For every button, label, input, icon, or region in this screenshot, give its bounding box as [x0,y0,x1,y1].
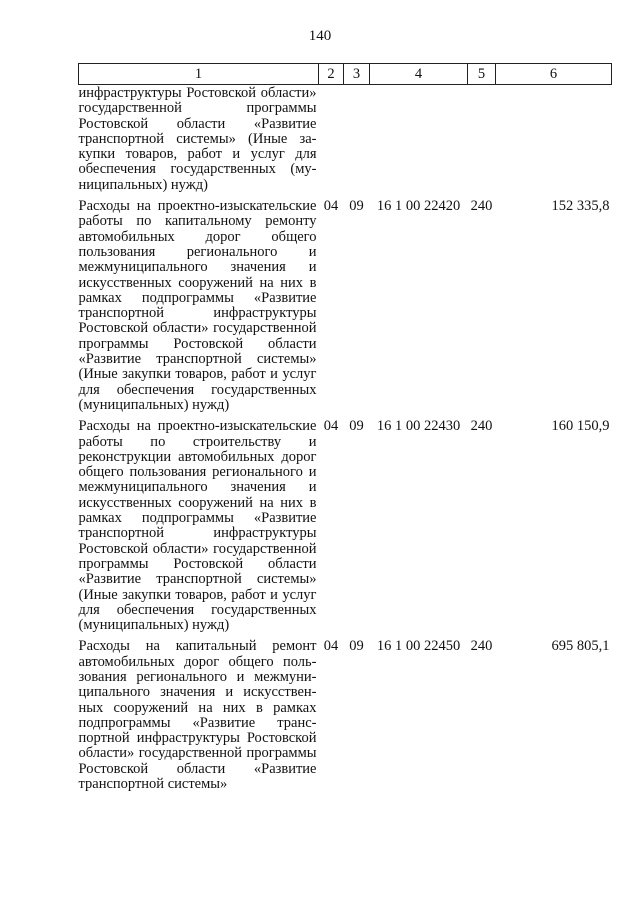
amount: 695 805,1 [551,638,610,655]
expense-description: Расходы на проектно-изыскательские работы по капитальному ремонту автомобильных дорог общего пользования регионального и межмуниципального значения и искусственных сооружений на них в рамках подпрограммы «Развитие транспортной инфраструктуры Ростовской области» государственной программы Ростовской области «Развитие транспортной системы» (Иные закупки товаров, работ и услуг для обеспечения государственных (муниципальных) нужд) [78,198,317,413]
expense-type-code: 240 [470,198,493,215]
table-body [79,85,612,799]
expense-type-code [468,85,496,200]
section-code: 04 [323,418,339,435]
column-header-4: 4 [370,64,468,85]
amount: 152 335,8 [551,198,610,215]
page-number: 140 [308,28,332,44]
target-article-code: 16 1 00 22450 [376,638,461,655]
amount: 160 150,9 [551,418,610,435]
subsection-code: 09 [349,198,364,215]
table-row [79,419,612,639]
target-article-code: 16 1 00 22430 [376,418,461,435]
expense-type-code: 240 [470,418,493,435]
expense-description: инфраструктуры Ростовской области» государственной программы Ростовской области «Развитие транспортной системы» (Иные закупки товаров, работ и услуг для обеспечения государственных (муниципальных) нужд) [78,85,317,193]
section-code: 04 [323,638,339,655]
expense-description: Расходы на проектно-изыскательские работы по строительству и реконструкции автомобильных дорог общего пользования регионального и межмуниципального значения и искусственных сооружений на них в рамках подпрограммы «Развитие транспортной инфраструктуры Ростовской области» государственной программы Ростовской области «Развитие транспортной системы» (Иные закупки товаров, работ и услуг для обеспечения государственных (муниципальных) нужд) [78,418,317,634]
subsection-code: 09 [349,638,364,655]
table-header [79,64,612,85]
column-header-3: 3 [344,64,370,85]
table-row [79,85,612,200]
section-code [319,85,344,200]
target-article-code: 16 1 00 22420 [376,198,461,215]
column-header-5: 5 [468,64,496,85]
subsection-code [344,85,370,200]
budget-table-container [78,63,611,798]
column-header-6: 6 [496,64,612,85]
subsection-code: 09 [349,418,364,435]
expense-type-code: 240 [470,638,493,655]
column-header-1: 1 [79,64,319,85]
budget-table [78,63,612,798]
target-article-code [370,85,468,200]
table-row [79,199,612,419]
section-code: 04 [323,198,339,215]
table-row [79,639,612,798]
amount [496,85,612,200]
column-header-2: 2 [319,64,344,85]
expense-description: Расходы на капитальный ремонт автомобильных дорог общего пользования регионального и межмуниципального значения и искусственных сооружений на них в рамках подпрограммы «Развитие транспортной инфраструктуры Ростовской области» государственной программы Ростовской области «Развитие транспортной системы» [78,638,317,793]
header-row [79,64,612,85]
